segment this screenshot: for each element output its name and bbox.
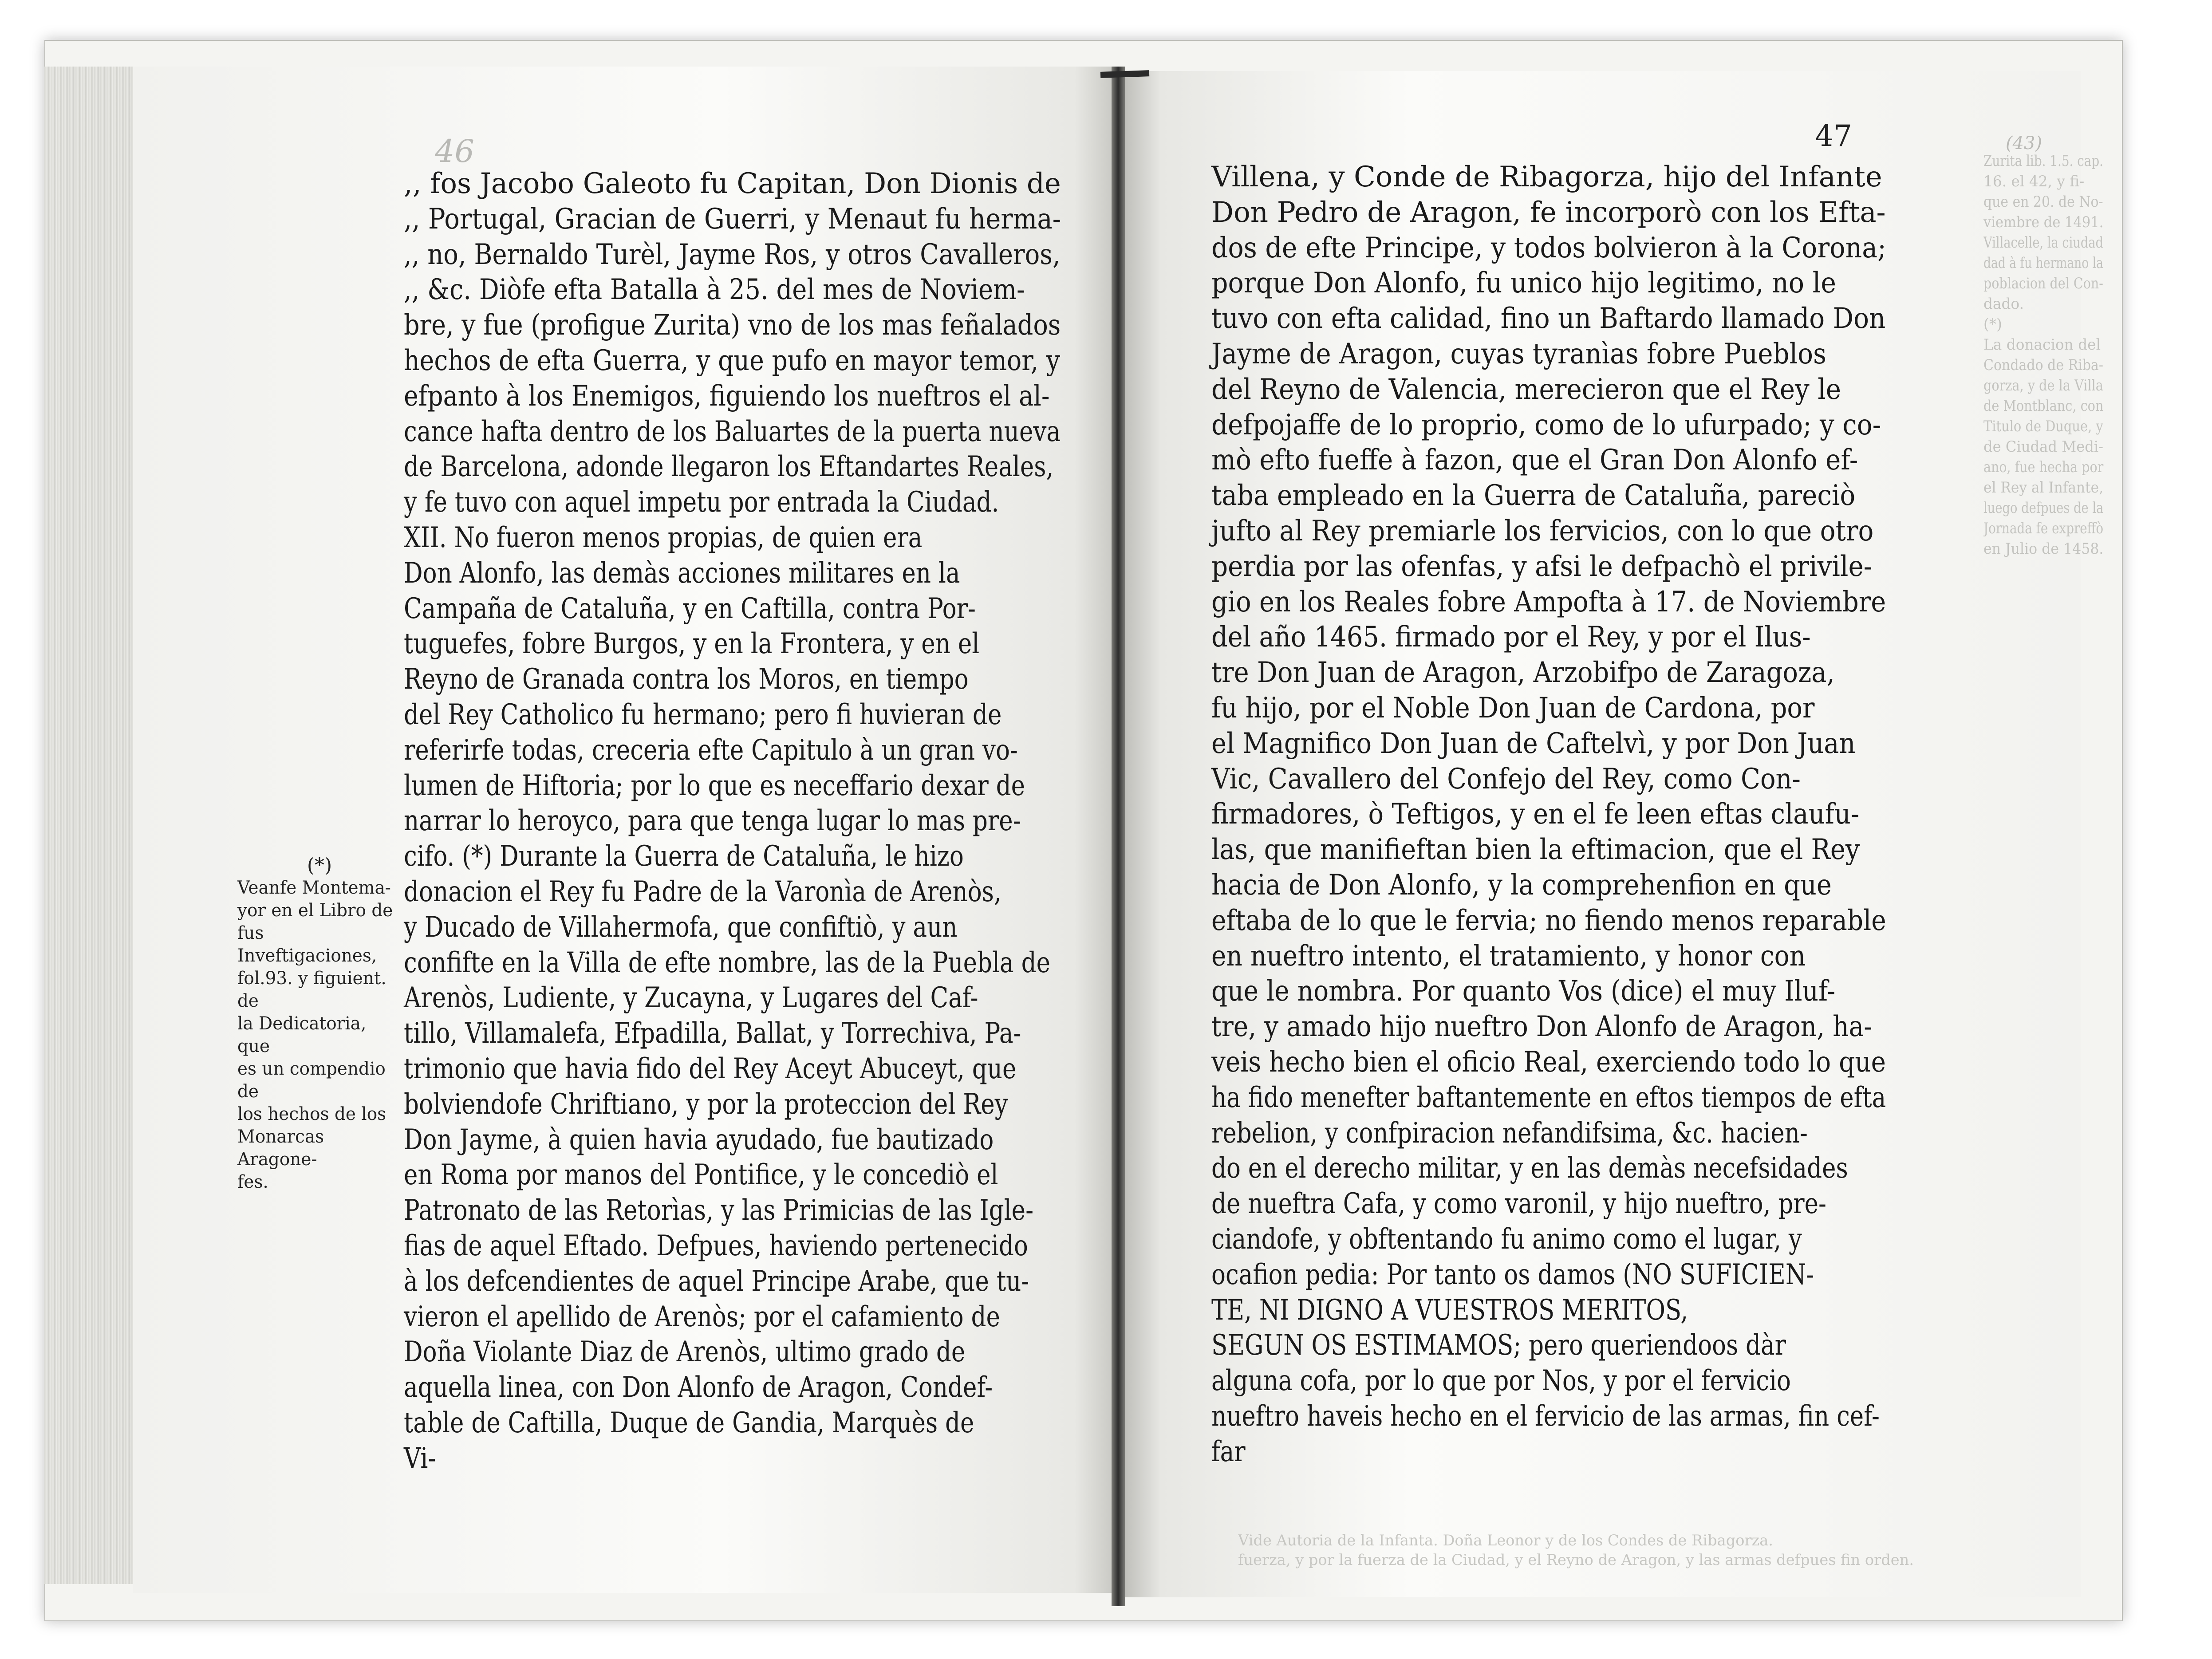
text-line: do en el derecho militar, y en las demàs necefsidades [1211,1152,1848,1185]
ghost-margin-line: Jornada fe expreffò [1983,520,2104,537]
text-line: Don Jayme, à quien havia ayudado, fue bautizado [404,1123,994,1156]
ghost-margin-line: que en 20. de No- [1983,193,2103,211]
side-note-line: Monarcas Aragone- [237,1127,324,1170]
side-note-marker: (*) [307,854,332,877]
text-line: Vi- [404,1442,436,1475]
ghost-margin-line: de Ciudad Medi- [1983,438,2104,456]
text-line: XII. No fueron menos propias, de quien era [404,521,923,554]
text-line: las, que manifieftan bien la eftimacion, que el Rey [1211,833,1860,867]
text-line: nueftro haveis hecho en el fervicio de las armas, fin cef- [1211,1399,1880,1433]
text-line: defpojaffe de lo proprio, como de lo ufurpado; y co- [1211,408,1881,441]
ghost-margin-line: (*) [1983,315,2002,333]
text-line: tuvo con efta calidad, fino un Baftardo llamado Don [1211,302,1886,335]
text-line: trimonio que havia fido del Rey Aceyt Abuceyt, que [404,1052,1017,1085]
text-line: taba empleado en la Guerra de Cataluña, pareciò [1211,479,1856,512]
ghost-margin-line: La donacion del [1983,336,2101,354]
left-ghost-page-number: 46 [435,133,475,169]
text-line: vieron el apellido de Arenòs; por el cafamiento de [404,1300,1000,1333]
ghost-foot-line: Vide Autoria de la Infanta. Doña Leonor y de los Condes de Ribagorza. [1238,1532,1773,1549]
text-line: y fe tuvo con aquel impetu por entrada la Ciudad. [404,486,999,519]
text-line: Arenòs, Ludiente, y Zucayna, y Lugares del Caf- [404,981,978,1015]
text-line: que le nombra. Por quanto Vos (dice) el muy Iluf- [1211,975,1836,1008]
ghost-margin-line: Zurita lib. 1.5. cap. [1983,152,2104,170]
ghost-margin-line: el Rey al Infante, [1983,479,2104,497]
text-line: Patronato de las Retorìas, y las Primicias de las Igle- [404,1194,1034,1227]
text-line: ha fido menefter baftantemente en eftos tiempos de efta [1211,1081,1886,1114]
show-through-footnote [1238,1531,2081,1570]
text-line: Campaña de Cataluña, y en Caftilla, contra Por- [404,592,976,625]
text-line: cance hafta dentro de los Baluartes de la puerta nueva [404,415,1061,448]
side-note-line: los hechos de los [237,1104,386,1124]
text-line: del año 1465. firmado por el Rey, y por el Ilus- [1211,621,1811,654]
ghost-margin-line: en Julio de 1458. [1983,540,2104,558]
text-line: mò efto fueffe à fazon, que el Gran Don Alonfo ef- [1211,444,1858,477]
text-line: tre Don Juan de Aragon, Arzobifpo de Zaragoza, [1211,656,1835,690]
text-line: veis hecho bien el oficio Real, exerciendo todo lo que [1211,1045,1886,1079]
ghost-margin-line: luego defpues de la [1983,499,2104,517]
text-line: en Roma por manos del Pontifice, y le concediò el [404,1159,998,1192]
show-through-margin-notes [1983,151,2108,559]
text-line: cifo. (*) Durante la Guerra de Cataluña, le hizo [404,840,964,873]
text-line: de nueftra Cafa, y como varonil, y hijo nueftro, pre- [1211,1187,1826,1221]
text-line: Reyno de Granada contra los Moros, en tiempo [404,663,969,696]
text-line: ciandofe, y obftentando fu animo como el lugar, y [1211,1222,1802,1256]
text-line: y Ducado de Villahermofa, que confiftiò, y aun [404,910,958,944]
side-note [237,854,402,1194]
text-line: hechos de efta Guerra, y que pufo en mayor temor, y [404,344,1061,377]
text-line: alguna cofa, por lo que por Nos, y por el fervicio [1211,1364,1791,1398]
right-ghost-page-number: (43) [2006,133,2042,154]
text-line: ,, fos Jacobo Galeoto fu Capitan, Don Dionis de [404,167,1061,200]
text-line: tre, y amado hijo nueftro Don Alonfo de Aragon, ha- [1211,1010,1873,1044]
text-line: porque Don Alonfo, fu unico hijo legitimo, no le [1211,267,1837,300]
text-line: SEGUN OS ESTIMAMOS; pero queriendoos dàr [1211,1329,1786,1362]
ghost-margin-line: de Montblanc, con [1983,397,2104,415]
ghost-foot-line: fuerza, y por la fuerza de la Ciudad, y el Reyno de Aragon, y las armas defpues fin orden. [1238,1551,1914,1569]
side-note-line: la Dedicatoria, que [237,1013,367,1056]
text-line: Jayme de Aragon, cuyas tyranìas fobre Pueblos [1211,337,1826,370]
side-note-line: fus Inveftigaciones, [237,923,377,966]
text-line: tuguefes, fobre Burgos, y en la Frontera, y en el [404,627,980,661]
side-note-line: yor en el Libro de [237,900,393,921]
text-line: Don Alonfo, las demàs acciones militares en la [404,556,960,590]
text-line: à los defcendientes de aquel Principe Arabe, que tu- [404,1265,1029,1298]
left-body-text [404,166,1195,1476]
text-line: tillo, Villamalefa, Efpadilla, Ballat, y Torrechiva, Pa- [404,1017,1021,1050]
side-note-line: Veanfe Montema- [237,878,391,898]
text-line: bolviendofe Chriftiano, y por la proteccion del Rey [404,1088,1008,1121]
text-line: TE, NI DIGNO A VUESTROS MERITOS, [1211,1293,1688,1327]
text-line: firmadores, ò Teftigos, y en el fe leen eftas claufu- [1211,798,1860,831]
side-note-line: es un compendio de [237,1059,386,1102]
text-line: referirfe todas, creceria efte Capitulo à un gran vo- [404,733,1018,767]
text-line: en nueftro intento, el tratamiento, y honor con [1211,939,1806,973]
text-line: eftaba de lo que le fervia; no fiendo menos reparable [1211,904,1886,937]
text-line: far [1211,1435,1246,1468]
text-line: narrar lo heroyco, para que tenga lugar lo mas pre- [404,804,1021,838]
text-line: Vic, Cavallero del Confejo del Rey, como Con- [1211,762,1801,796]
ghost-margin-line: dad à fu hermano la [1983,254,2103,272]
text-line: perdia por las ofenfas, y afsi le defpachò el privile- [1211,550,1873,583]
text-line: jufto al Rey premiarle los fervicios, con lo que otro [1211,514,1874,548]
text-line: el Magnifico Don Juan de Caftelvì, y por Don Juan [1211,727,1856,760]
ghost-margin-line: Villacelle, la ciudad [1983,234,2103,252]
right-body-text [1211,160,2025,1470]
ghost-margin-line: ano, fue hecha por [1983,458,2104,476]
text-line: efpanto à los Enemigos, figuiendo los nueftros el al- [404,379,1050,413]
side-note-line: fes. [237,1172,268,1192]
text-line: ocafion pedia: Por tanto os damos (NO SUFICIEN- [1211,1258,1814,1291]
ghost-margin-line: dado. [1983,295,2024,313]
text-line: lumen de Hiftoria; por lo que es neceffario dexar de [404,769,1025,802]
text-line: del Reyno de Valencia, merecieron que el Rey le [1211,373,1841,406]
text-line: ,, &c. Diòfe efta Batalla à 25. del mes de Noviem- [404,273,1025,307]
text-line: de Barcelona, adonde llegaron los Eftandartes Reales, [404,450,1054,484]
text-line: aquella linea, con Don Alonfo de Aragon, Condef- [404,1371,993,1404]
ghost-margin-line: gorza, y de la Villa [1983,377,2103,394]
ghost-margin-line: viembre de 1491. [1983,213,2104,231]
text-line: Doña Violante Diaz de Arenòs, ultimo grado de [404,1336,966,1369]
text-line: hacia de Don Alonfo, y la comprehenfion en que [1211,868,1832,902]
ghost-margin-line: poblacion del Con- [1983,275,2103,292]
text-line: ,, no, Bernaldo Turèl, Jayme Ros, y otros Cavalleros, [404,238,1061,271]
text-line: del Rey Catholico fu hermano; pero fi huvieran de [404,698,1002,731]
ghost-margin-line: Titulo de Duque, y [1983,418,2103,435]
ghost-margin-line: 16. el 42, y fi- [1983,173,2085,190]
text-line: ,, Portugal, Gracian de Guerri, y Menaut fu herma- [404,202,1061,236]
text-line: fu hijo, por el Noble Don Juan de Cardona, por [1211,691,1815,725]
text-line: bre, y fue (profigue Zurita) vno de los mas feñalados [404,309,1061,342]
text-line: table de Caftilla, Duque de Gandia, Marquès de [404,1406,974,1439]
text-line: donacion el Rey fu Padre de la Varonìa de Arenòs, [404,875,1002,908]
side-note-line: fol.93. y figuient. de [237,968,386,1011]
text-line: fias de aquel Eftado. Defpues, haviendo pertenecido [404,1229,1028,1262]
page-edges [44,67,134,1584]
text-line: Villena, y Conde de Ribagorza, hijo del Infante [1211,161,1882,193]
text-line: dos de efte Principe, y todos bolvieron à la Corona; [1211,231,1886,264]
page-number: 47 [1815,119,1852,153]
text-line: rebelion, y confpiracion nefandifsima, &c. hacien- [1211,1116,1808,1150]
text-line: Don Pedro de Aragon, fe incorporò con los Efta- [1211,196,1886,229]
ghost-margin-line: Condado de Riba- [1983,356,2104,374]
text-line: confifte en la Villa de efte nombre, las de la Puebla de [404,946,1051,979]
text-line: gio en los Reales fobre Ampofta à 17. de Noviembre [1211,585,1886,619]
